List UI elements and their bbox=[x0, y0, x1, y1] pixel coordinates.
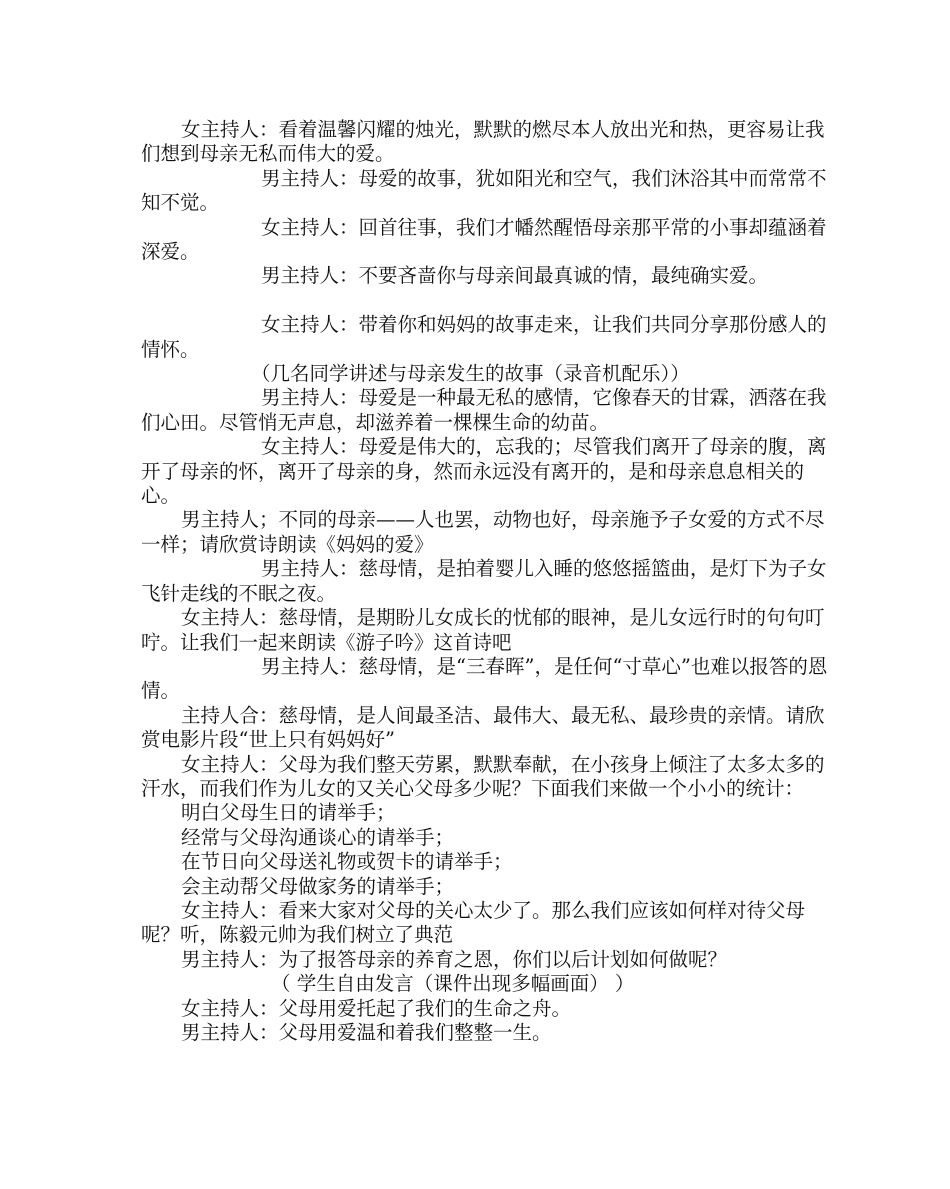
paragraph: 主持人合：慈母情，是人间最圣洁、最伟大、最无私、最珍贵的亲情。请欣赏电影片段“世上只有妈妈好” bbox=[141, 703, 825, 752]
paragraph: 女主持人：父母为我们整天劳累，默默奉献，在小孩身上倾注了太多太多的汗水，而我们作为儿女的又关心父母多少呢？下面我们来做一个小小的统计： bbox=[141, 752, 825, 800]
list-item: 经常与父母沟通谈心的请举手； bbox=[181, 825, 455, 849]
paragraph: 男主持人：慈母情，是“三春晖”，是任何“寸草心”也难以报答的恩情。 bbox=[141, 654, 828, 703]
paragraph: 女主持人：慈母情，是期盼儿女成长的忧郁的眼神，是儿女远行时的句句叮咛。让我们一起来朗读《游子吟》这首诗吧 bbox=[141, 606, 825, 654]
list-item: 在节日向父母送礼物或贺卡的请举手； bbox=[181, 850, 513, 874]
paragraph: 女主持人：回首往事，我们才幡然醒悟母亲那平常的小事却蕴涵着深爱。 bbox=[141, 215, 827, 264]
paragraph: 男主持人：为了报答母亲的养育之恩，你们以后计划如何做呢？ bbox=[181, 947, 728, 971]
paragraph: 女主持人：父母用爱托起了我们的生命之舟。 bbox=[181, 996, 572, 1020]
document-body bbox=[141, 118, 831, 1045]
paragraph: 男主持人：父母用爱温和着我们整整一生。 bbox=[181, 1021, 552, 1045]
paragraph: 男主持人：母爱的故事，犹如阳光和空气，我们沐浴其中而常常不知不觉。 bbox=[141, 166, 827, 215]
paragraph: 女主持人：看来大家对父母的关心太少了。那么我们应该如何样对待父母呢？听，陈毅元帅为我们树立了典范 bbox=[141, 898, 806, 947]
stage-direction: （几名同学讲述与母亲发生的故事（录音机配乐）） bbox=[251, 362, 690, 386]
list-item: 明白父母生日的请举手； bbox=[181, 801, 396, 825]
paragraph: 男主持人：慈母情，是拍着婴儿入睡的悠悠摇篮曲，是灯下为子女飞针走线的不眠之夜。 bbox=[141, 557, 827, 605]
paragraph: 男主持人：母爱是一种最无私的感情，它像春天的甘霖，洒落在我们心田。尽管悄无声息，却滋养着一棵棵生命的幼苗。 bbox=[141, 386, 827, 434]
paragraph: 男主持人：不要吝啬你与母亲间最真诚的情，最纯确实爱。 bbox=[261, 264, 769, 288]
paragraph: 女主持人：母爱是伟大的，忘我的；尽管我们离开了母亲的腹，离开了母亲的怀，离开了母亲的身，然而永远没有离开的，是和母亲息息相关的心。 bbox=[141, 435, 827, 508]
paragraph: 女主持人：带着你和妈妈的故事走来，让我们共同分享那份感人的情怀。 bbox=[141, 313, 827, 361]
blank-line bbox=[141, 289, 831, 313]
paragraph: 男主持人；不同的母亲——人也罢，动物也好，母亲施予子女爱的方式不尽一样；请欣赏诗朗读《妈妈的爱》 bbox=[141, 508, 825, 556]
stage-direction: （ 学生自由发言（课件出现多幅画面） ） bbox=[271, 972, 635, 996]
paragraph: 女主持人：看着温馨闪耀的烛光，默默的燃尽本人放出光和热，更容易让我们想到母亲无私而伟大的爱。 bbox=[141, 118, 825, 166]
list-item: 会主动帮父母做家务的请举手； bbox=[181, 874, 455, 898]
